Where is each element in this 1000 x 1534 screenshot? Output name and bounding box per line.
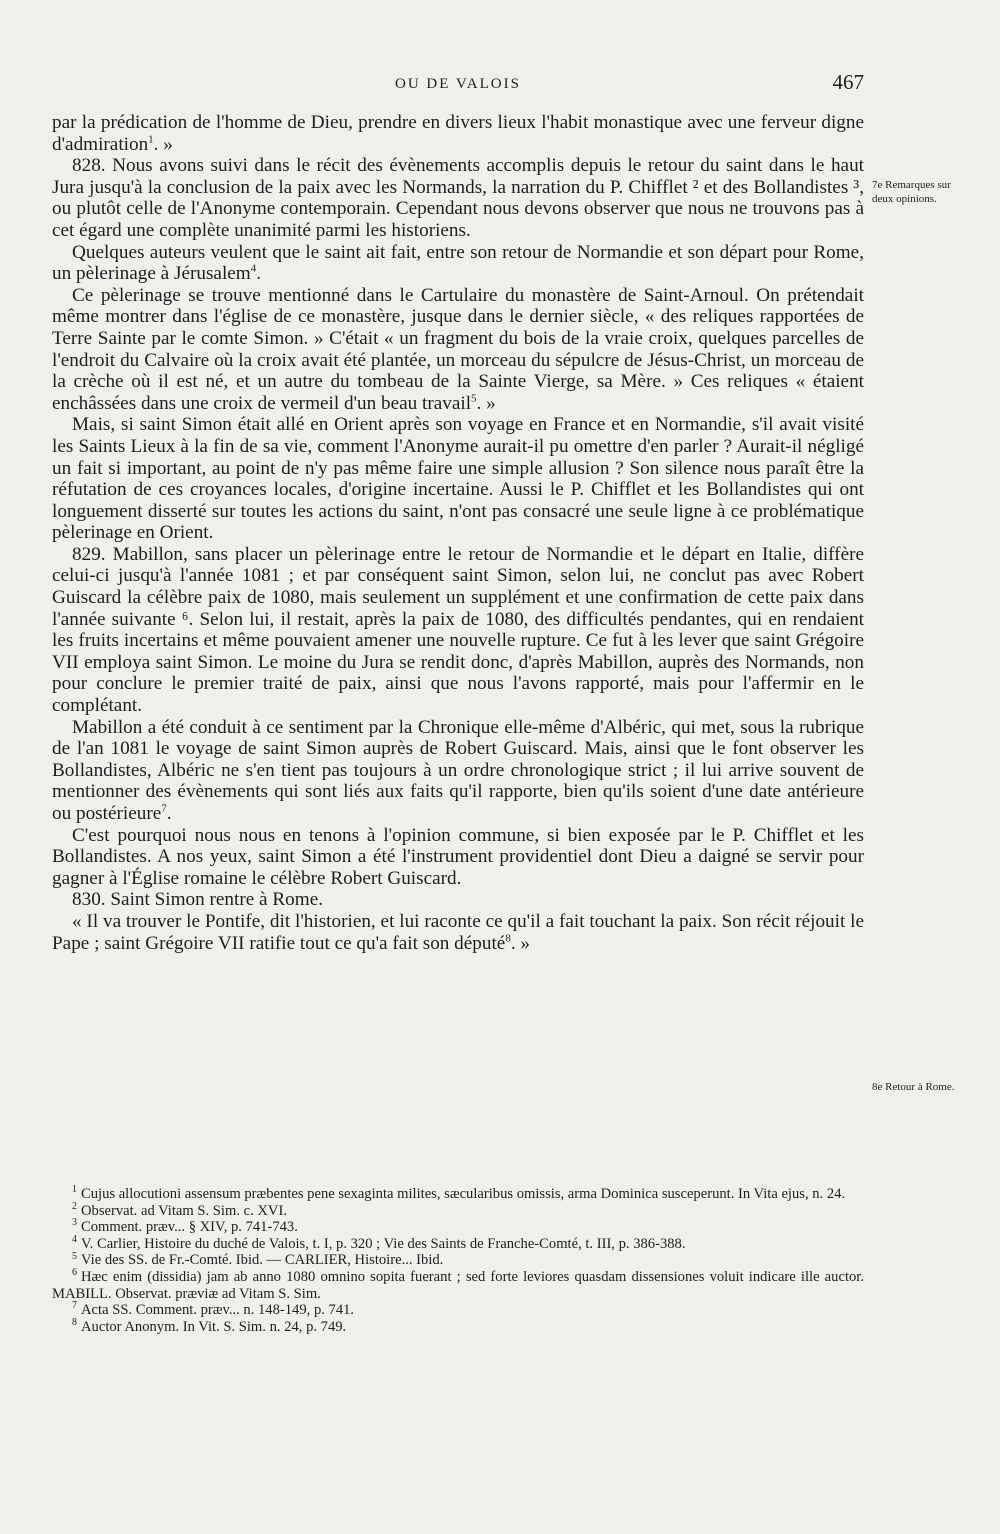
paragraph: C'est pourquoi nous nous en tenons à l'opinion commune, si bien exposée par le P. Chifflet et les Bollandistes. A nos yeux, saint Simon a été l'instrument providentiel dont Dieu a daigné se servir pour gagner à l'Église romaine le célèbre Robert Guiscard. [52,824,864,889]
paragraph: Mabillon a été conduit à ce sentiment par la Chronique elle-même d'Albéric, qui met, sous la rubrique de l'an 1081 le voyage de saint Simon auprès de Robert Guiscard. Mais, ainsi que le font observer les Bollandistes, Albéric ne s'en tient pas toujours à un ordre chronologique strict ; il lui arrive souvent de mentionner des évènements qui sont liés aux faits qu'il rapporte, bien qu'ils soient d'une date antérieure ou postérieure$^7$. [52,716,864,824]
footnote: $^3$ Comment. præv... § XIV, p. 741-743. [72,1217,298,1236]
paragraph: « Il va trouver le Pontife, dit l'historien, et lui raconte ce qu'il a fait touchant la paix. Son récit réjouit le Pape ; saint Grégoire VII ratifie tout ce qu'a fait son député$^8$. » [52,910,864,954]
paragraph: Quelques auteurs veulent que le saint ait fait, entre son retour de Normandie et son départ pour Rome, un pèlerinage à Jérusalem$^4$. [52,241,864,285]
paragraph-829: 829. Mabillon, sans placer un pèlerinage entre le retour de Normandie et le départ en Italie, diffère celui-ci jusqu'à l'année 1081 ; et par conséquent saint Simon, selon lui, ne conclut pas avec Robert Guiscard la célèbre paix de 1080, mais seulement un supplément et une confirmation de cette paix dans l'année suivante ⁶. Selon lui, il restait, après la paix de 1080, des difficultés pendantes, qui en rendaient les fruits incertains et même pouvaient amener une nouvelle rupture. Ce fut à les lever que saint Grégoire VII employa saint Simon. Le moine du Jura se rendit donc, d'après Mabillon, auprès des Normands, non pour conclure le premier traité de paix, ainsi que nous l'avons rapporté, mais pour l'affermir en le complétant. [52,543,864,717]
footnotes [52,1186,864,1335]
footnote: $^5$ Vie des SS. de Fr.-Comté. Ibid. — CARLIER, Histoire... Ibid. [72,1250,444,1269]
footnote: $^7$ Acta SS. Comment. præv... n. 148-149, p. 741. [72,1300,355,1319]
footnote: $^4$ V. Carlier, Histoire du duché de Valois, t. I, p. 320 ; Vie des Saints de Franche-Comté, t. III, p. 386-388. [72,1233,686,1252]
paragraph-828: 828. Nous avons suivi dans le récit des évènements accomplis depuis le retour du saint dans le haut Jura jusqu'à la conclusion de la paix avec les Normands, la narration du P. Chifflet ² et des Bollandistes ³, ou plutôt celle de l'Anonyme contemporain. Cependant nous devons observer que nous ne trouvons pas à cet égard une complète unanimité parmi les historiens. [52,155,864,241]
footnote: $^2$ Observat. ad Vitam S. Sim. c. XVI. [72,1200,287,1219]
footnote: $^8$ Auctor Anonym. In Vit. S. Sim. n. 24, p. 749. [72,1316,347,1335]
main-text [52,112,864,954]
footnote: $^1$ Cujus allocutioni assensum præbentes pene sexaginta milites, sæcularibus omissis, arma Dominica susceperunt. In Vita ejus, n. 24. [72,1184,846,1202]
paragraph-830: 830. Saint Simon rentre à Rome. [72,889,324,911]
margin-note-retour: 8e Retour à Rome. [872,1081,955,1093]
running-head: OU DE VALOIS [395,76,521,92]
margin-note-remarques: 7e Remarques sur deux opinions. [872,179,951,205]
page-number: 467 [832,70,864,94]
footnote: $^6$ Hæc enim (dissidia) jam ab anno 1080 omnino sopita fuerant ; sed forte leviores quasdam dissensiones voluit indicare ille auctor. MABILL. Observat. præviæ ad Vitam S. Sim. [52,1267,864,1302]
paragraph: Mais, si saint Simon était allé en Orient après son voyage en France et en Normandie, s'il avait visité les Saints Lieux à la fin de sa vie, comment l'Anonyme aurait-il pu omettre d'en parler ? Aurait-il négligé un fait si important, au point de n'y pas même faire une simple allusion ? Son silence nous paraît être la réfutation de ces croyances locales, d'origine incertaine. Aussi le P. Chifflet et les Bollandistes qui ont longuement disserté sur toutes les actions du saint, n'ont pas consacré une seule ligne à ce problématique pèlerinage en Orient. [52,414,864,544]
page-header [52,70,864,100]
paragraph: Ce pèlerinage se trouve mentionné dans le Cartulaire du monastère de Saint-Arnoul. On prétendait même montrer dans l'église de ce monastère, jusque dans le dernier siècle, « des reliques rapportées de Terre Sainte par le comte Simon. » C'était « un fragment du bois de la vraie croix, quelques parcelles de l'endroit du Calvaire où la croix avait été plantée, un morceau du sépulcre de Jésus-Christ, un morceau de la crèche où il est né, et un autre du tombeau de la Sainte Vierge, sa Mère. » Ces reliques « étaient enchâssées dans une croix de vermeil d'un beau travail$^5$. » [52,284,864,414]
paragraph: par la prédication de l'homme de Dieu, prendre en divers lieux l'habit monastique avec une ferveur digne d'admiration$^1$. » [52,112,864,155]
